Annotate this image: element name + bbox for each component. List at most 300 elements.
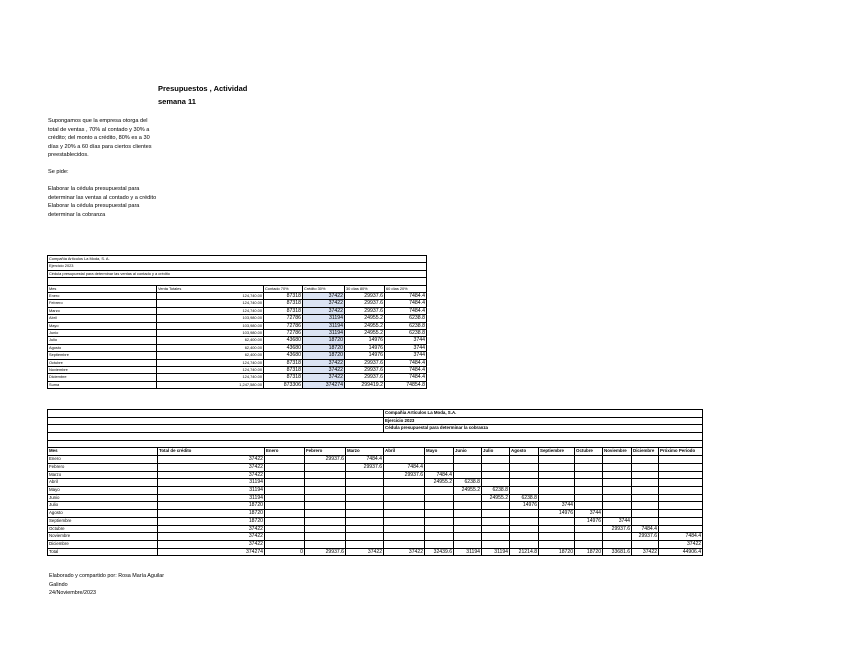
month-cell: Enero	[48, 456, 158, 464]
value-cell	[659, 479, 703, 487]
value-cell	[425, 510, 454, 518]
month-cell: Suma	[48, 381, 157, 388]
value-cell	[539, 540, 575, 548]
month-cell: Diciembre	[48, 374, 157, 381]
value-cell: 7484.4	[385, 359, 427, 366]
value-cell	[346, 471, 384, 479]
value-cell: 74854.8	[385, 381, 427, 388]
table-row	[48, 540, 703, 548]
value-cell	[575, 456, 603, 464]
table-row	[48, 344, 427, 351]
value-cell	[539, 533, 575, 541]
value-cell: 6238.8	[385, 315, 427, 322]
month-cell: Junio	[48, 330, 157, 337]
column-header: Noviembre	[603, 448, 632, 456]
month-cell: Diciembre	[48, 540, 158, 548]
value-cell: 873306	[264, 381, 303, 388]
value-cell	[482, 463, 510, 471]
value-cell	[265, 510, 305, 518]
month-cell: Marzo	[48, 471, 158, 479]
value-cell	[603, 494, 632, 502]
value-cell: 3744	[385, 352, 427, 359]
value-cell: 24955.2	[345, 322, 385, 329]
column-header: Junio	[454, 448, 482, 456]
table-row	[48, 307, 427, 314]
value-cell	[510, 456, 539, 464]
document-title: Presupuestos , Actividad	[158, 84, 248, 93]
value-cell: 14976	[575, 517, 603, 525]
spacer-row	[48, 278, 427, 285]
value-cell: 14976	[345, 352, 385, 359]
table-row	[48, 471, 703, 479]
value-cell: 6238.8	[482, 487, 510, 495]
value-cell	[346, 479, 384, 487]
value-cell: 24955.2	[454, 487, 482, 495]
value-cell: 72786	[264, 322, 303, 329]
table-row	[48, 330, 427, 337]
table-row	[48, 510, 703, 518]
value-cell	[575, 463, 603, 471]
value-cell: 24955.2	[345, 330, 385, 337]
value-cell	[482, 540, 510, 548]
table-row	[48, 502, 703, 510]
value-cell	[603, 540, 632, 548]
value-cell	[510, 540, 539, 548]
value-cell: 3744	[385, 344, 427, 351]
column-header: Total de crédito	[158, 448, 265, 456]
value-cell: 31194	[454, 548, 482, 556]
value-cell	[575, 479, 603, 487]
value-cell	[575, 502, 603, 510]
value-cell	[603, 471, 632, 479]
value-cell	[425, 517, 454, 525]
value-cell	[305, 525, 346, 533]
value-cell	[425, 533, 454, 541]
value-cell	[575, 471, 603, 479]
table-title-row	[48, 263, 427, 270]
value-cell	[510, 533, 539, 541]
value-cell: 124,740.00	[157, 367, 264, 374]
value-cell	[265, 487, 305, 495]
value-cell	[265, 463, 305, 471]
value-cell: 18720	[539, 548, 575, 556]
value-cell	[603, 479, 632, 487]
column-header: Diciembre	[632, 448, 659, 456]
value-cell: 29937.6	[345, 374, 385, 381]
value-cell	[603, 502, 632, 510]
month-cell: Septiembre	[48, 517, 158, 525]
value-cell: 62,400.00	[157, 344, 264, 351]
value-cell	[454, 540, 482, 548]
column-header: Abril	[384, 448, 425, 456]
value-cell	[305, 479, 346, 487]
table-row	[48, 463, 703, 471]
table-title-row	[48, 425, 703, 433]
table-row	[48, 525, 703, 533]
table-row	[48, 494, 703, 502]
spacer-row	[48, 433, 703, 441]
month-cell: Total	[48, 548, 158, 556]
value-cell: 3744	[575, 510, 603, 518]
value-cell: 43680	[264, 344, 303, 351]
value-cell	[510, 479, 539, 487]
value-cell: 7484.4	[385, 293, 427, 300]
value-cell	[305, 517, 346, 525]
value-cell	[539, 479, 575, 487]
value-cell	[482, 479, 510, 487]
value-cell	[510, 510, 539, 518]
value-cell: 124,740.00	[157, 374, 264, 381]
value-cell	[454, 533, 482, 541]
value-cell	[632, 517, 659, 525]
value-cell	[632, 479, 659, 487]
value-cell: 374274	[158, 548, 265, 556]
value-cell	[659, 456, 703, 464]
value-cell: 31194	[303, 330, 345, 337]
blank-cell	[48, 425, 384, 433]
value-cell	[346, 540, 384, 548]
value-cell: 14976	[510, 502, 539, 510]
value-cell: 18720	[303, 344, 345, 351]
value-cell	[539, 463, 575, 471]
value-cell: 37422	[659, 540, 703, 548]
value-cell: 31194	[482, 548, 510, 556]
value-cell: 72786	[264, 330, 303, 337]
value-cell	[425, 487, 454, 495]
table-row	[48, 293, 427, 300]
value-cell: 43680	[264, 337, 303, 344]
value-cell	[346, 494, 384, 502]
spacer-cell	[48, 433, 703, 441]
month-cell: Mayo	[48, 322, 157, 329]
value-cell: 37422	[346, 548, 384, 556]
value-cell: 7484.4	[659, 533, 703, 541]
value-cell: 29937.6	[603, 525, 632, 533]
value-cell	[265, 540, 305, 548]
value-cell: 87318	[264, 300, 303, 307]
column-header: Próximo Periodo	[659, 448, 703, 456]
table-row	[48, 374, 427, 381]
value-cell: 87318	[264, 307, 303, 314]
value-cell: 14976	[345, 344, 385, 351]
value-cell: 7484.4	[425, 471, 454, 479]
value-cell	[659, 471, 703, 479]
value-cell	[510, 525, 539, 533]
value-cell	[632, 463, 659, 471]
value-cell	[384, 510, 425, 518]
value-cell: 37422	[158, 540, 265, 548]
month-cell: Abril	[48, 315, 157, 322]
value-cell	[482, 533, 510, 541]
column-header: 60 días 20%	[385, 285, 427, 292]
value-cell: 103,980.00	[157, 315, 264, 322]
value-cell	[265, 533, 305, 541]
value-cell: 87318	[264, 367, 303, 374]
value-cell: 1,247,580.00	[157, 381, 264, 388]
value-cell	[632, 502, 659, 510]
value-cell	[265, 479, 305, 487]
value-cell	[632, 510, 659, 518]
value-cell: 124,740.00	[157, 359, 264, 366]
value-cell: 44906.4	[659, 548, 703, 556]
value-cell: 103,980.00	[157, 322, 264, 329]
value-cell	[305, 463, 346, 471]
table-row	[48, 381, 427, 388]
value-cell	[346, 525, 384, 533]
value-cell	[305, 494, 346, 502]
value-cell: 43680	[264, 352, 303, 359]
value-cell	[425, 502, 454, 510]
value-cell: 18720	[158, 510, 265, 518]
value-cell	[482, 510, 510, 518]
table-title-row	[48, 410, 703, 418]
blank-cell	[48, 410, 384, 418]
column-header: Julio	[482, 448, 510, 456]
value-cell	[539, 471, 575, 479]
value-cell: 87318	[264, 359, 303, 366]
table-row	[48, 548, 703, 556]
value-cell	[575, 525, 603, 533]
value-cell	[425, 463, 454, 471]
value-cell: 29937.6	[305, 548, 346, 556]
value-cell: 6238.8	[385, 330, 427, 337]
value-cell	[632, 494, 659, 502]
value-cell	[632, 487, 659, 495]
value-cell	[384, 487, 425, 495]
table-row	[48, 337, 427, 344]
value-cell: 14976	[539, 510, 575, 518]
value-cell: 6238.8	[454, 479, 482, 487]
value-cell	[305, 540, 346, 548]
table-row	[48, 517, 703, 525]
value-cell: 37422	[158, 456, 265, 464]
table-row	[48, 456, 703, 464]
column-header: Febrero	[305, 448, 346, 456]
value-cell	[454, 471, 482, 479]
value-cell: 29937.6	[632, 533, 659, 541]
value-cell: 7484.4	[385, 367, 427, 374]
value-cell	[305, 533, 346, 541]
month-cell: Junio	[48, 494, 158, 502]
value-cell	[384, 494, 425, 502]
table-row	[48, 533, 703, 541]
blank-cell	[48, 417, 384, 425]
value-cell: 3744	[539, 502, 575, 510]
value-cell: 31194	[303, 322, 345, 329]
value-cell: 29937.6	[384, 471, 425, 479]
value-cell: 87318	[264, 293, 303, 300]
value-cell	[454, 525, 482, 533]
value-cell: 24955.2	[425, 479, 454, 487]
value-cell: 7484.4	[632, 525, 659, 533]
value-cell	[482, 456, 510, 464]
instructions-text: Elaborar la cédula presupuestal para determinar las ventas al contado y a crédito Elaborar la cédula presupuestal para determinar la cobranza	[48, 186, 158, 218]
month-cell: Abril	[48, 479, 158, 487]
value-cell: 124,740.00	[157, 300, 264, 307]
value-cell	[603, 487, 632, 495]
value-cell: 3744	[603, 517, 632, 525]
value-cell: 299419.2	[345, 381, 385, 388]
value-cell	[346, 487, 384, 495]
month-cell: Agosto	[48, 510, 158, 518]
value-cell	[454, 463, 482, 471]
value-cell	[510, 487, 539, 495]
value-cell	[305, 502, 346, 510]
value-cell: 7484.4	[346, 456, 384, 464]
value-cell: 72786	[264, 315, 303, 322]
header-row	[48, 285, 427, 292]
exercise-year: Ejercicio 2023	[384, 417, 703, 425]
month-cell: Julio	[48, 502, 158, 510]
document-subtitle: semana 11	[158, 97, 196, 106]
value-cell	[305, 471, 346, 479]
column-header: Mayo	[425, 448, 454, 456]
table-title-row	[48, 256, 427, 263]
value-cell: 103,980.00	[157, 330, 264, 337]
value-cell: 24955.2	[345, 315, 385, 322]
value-cell: 18720	[303, 352, 345, 359]
value-cell	[482, 525, 510, 533]
value-cell	[346, 510, 384, 518]
month-cell: Noviembre	[48, 367, 157, 374]
value-cell: 124,740.00	[157, 293, 264, 300]
month-cell: Enero	[48, 293, 157, 300]
value-cell	[454, 517, 482, 525]
value-cell: 37422	[384, 548, 425, 556]
value-cell	[659, 487, 703, 495]
table-row	[48, 322, 427, 329]
sales-budget-table	[47, 255, 427, 389]
value-cell	[384, 517, 425, 525]
month-cell: Noviembre	[48, 533, 158, 541]
value-cell	[265, 525, 305, 533]
value-cell	[384, 479, 425, 487]
value-cell: 6238.8	[510, 494, 539, 502]
value-cell: 33681.6	[603, 548, 632, 556]
value-cell	[305, 510, 346, 518]
value-cell: 62,400.00	[157, 337, 264, 344]
value-cell: 37422	[303, 374, 345, 381]
value-cell: 18720	[575, 548, 603, 556]
value-cell	[384, 540, 425, 548]
value-cell: 6238.8	[385, 322, 427, 329]
value-cell	[425, 456, 454, 464]
value-cell	[575, 540, 603, 548]
table-row	[48, 487, 703, 495]
spacer-row	[48, 440, 703, 448]
value-cell	[659, 502, 703, 510]
value-cell	[265, 494, 305, 502]
column-header: Octubre	[575, 448, 603, 456]
table-row	[48, 479, 703, 487]
value-cell	[659, 463, 703, 471]
problem-statement: Supongamos que la empresa otorga del total de ventas , 70% al contado y 30% a crédito; del monto a crédito, 80% es a 30 días y 20% a 60 días para ciertos clientes preestablecidos.	[48, 118, 154, 159]
month-cell: Julio	[48, 337, 157, 344]
column-header: Mes	[48, 448, 158, 456]
value-cell	[632, 540, 659, 548]
value-cell: 37422	[158, 471, 265, 479]
company-name: Compañía Artículos La Moda, S. A.	[48, 256, 427, 263]
table-row	[48, 352, 427, 359]
value-cell: 37422	[303, 307, 345, 314]
column-header: Agosto	[510, 448, 539, 456]
value-cell: 29937.6	[345, 293, 385, 300]
value-cell	[384, 525, 425, 533]
month-cell: Octubre	[48, 525, 158, 533]
table-row	[48, 367, 427, 374]
spacer-cell	[48, 278, 427, 285]
value-cell	[603, 510, 632, 518]
value-cell	[659, 525, 703, 533]
column-header: Contado 70%	[264, 285, 303, 292]
value-cell: 18720	[158, 502, 265, 510]
value-cell: 29937.6	[305, 456, 346, 464]
column-header: Septiembre	[539, 448, 575, 456]
value-cell	[265, 517, 305, 525]
value-cell	[539, 517, 575, 525]
column-header: Crédito 30%	[303, 285, 345, 292]
value-cell	[510, 517, 539, 525]
value-cell: 32439.6	[425, 548, 454, 556]
month-cell: Febrero	[48, 300, 157, 307]
value-cell	[425, 525, 454, 533]
month-cell: Marzo	[48, 307, 157, 314]
collections-budget-table	[47, 409, 703, 556]
value-cell	[305, 487, 346, 495]
column-header: Enero	[265, 448, 305, 456]
value-cell	[659, 510, 703, 518]
value-cell: 24955.2	[482, 494, 510, 502]
month-cell: Octubre	[48, 359, 157, 366]
value-cell: 7484.4	[384, 463, 425, 471]
value-cell: 37422	[158, 533, 265, 541]
company-name: Compañía Artículos La Moda, S.A.	[384, 410, 703, 418]
instructions-label: Se pide:	[48, 169, 69, 175]
value-cell: 37422	[632, 548, 659, 556]
value-cell	[265, 502, 305, 510]
value-cell	[539, 525, 575, 533]
value-cell: 62,400.00	[157, 352, 264, 359]
value-cell	[603, 463, 632, 471]
value-cell	[510, 471, 539, 479]
value-cell: 7484.4	[385, 307, 427, 314]
value-cell	[346, 533, 384, 541]
table-subtitle: Cédula presupuestal para determinar la cobranza	[384, 425, 703, 433]
month-cell: Septiembre	[48, 352, 157, 359]
table-title-row	[48, 417, 703, 425]
value-cell	[384, 502, 425, 510]
value-cell	[265, 471, 305, 479]
value-cell	[659, 517, 703, 525]
value-cell	[659, 494, 703, 502]
value-cell	[539, 494, 575, 502]
value-cell	[384, 533, 425, 541]
footer-credits: Elaborado y compartido por: Rosa María Aguilar Galindo 24/Noviembre/2023	[49, 573, 165, 597]
value-cell	[603, 533, 632, 541]
month-cell: Agosto	[48, 344, 157, 351]
value-cell: 14976	[345, 337, 385, 344]
value-cell	[482, 502, 510, 510]
value-cell: 18720	[303, 337, 345, 344]
value-cell	[575, 533, 603, 541]
value-cell: 29937.6	[345, 307, 385, 314]
exercise-year: Ejercicio 2023	[48, 263, 427, 270]
value-cell	[632, 456, 659, 464]
value-cell: 7484.4	[385, 374, 427, 381]
month-cell: Febrero	[48, 463, 158, 471]
value-cell: 37422	[303, 293, 345, 300]
value-cell: 37422	[158, 525, 265, 533]
